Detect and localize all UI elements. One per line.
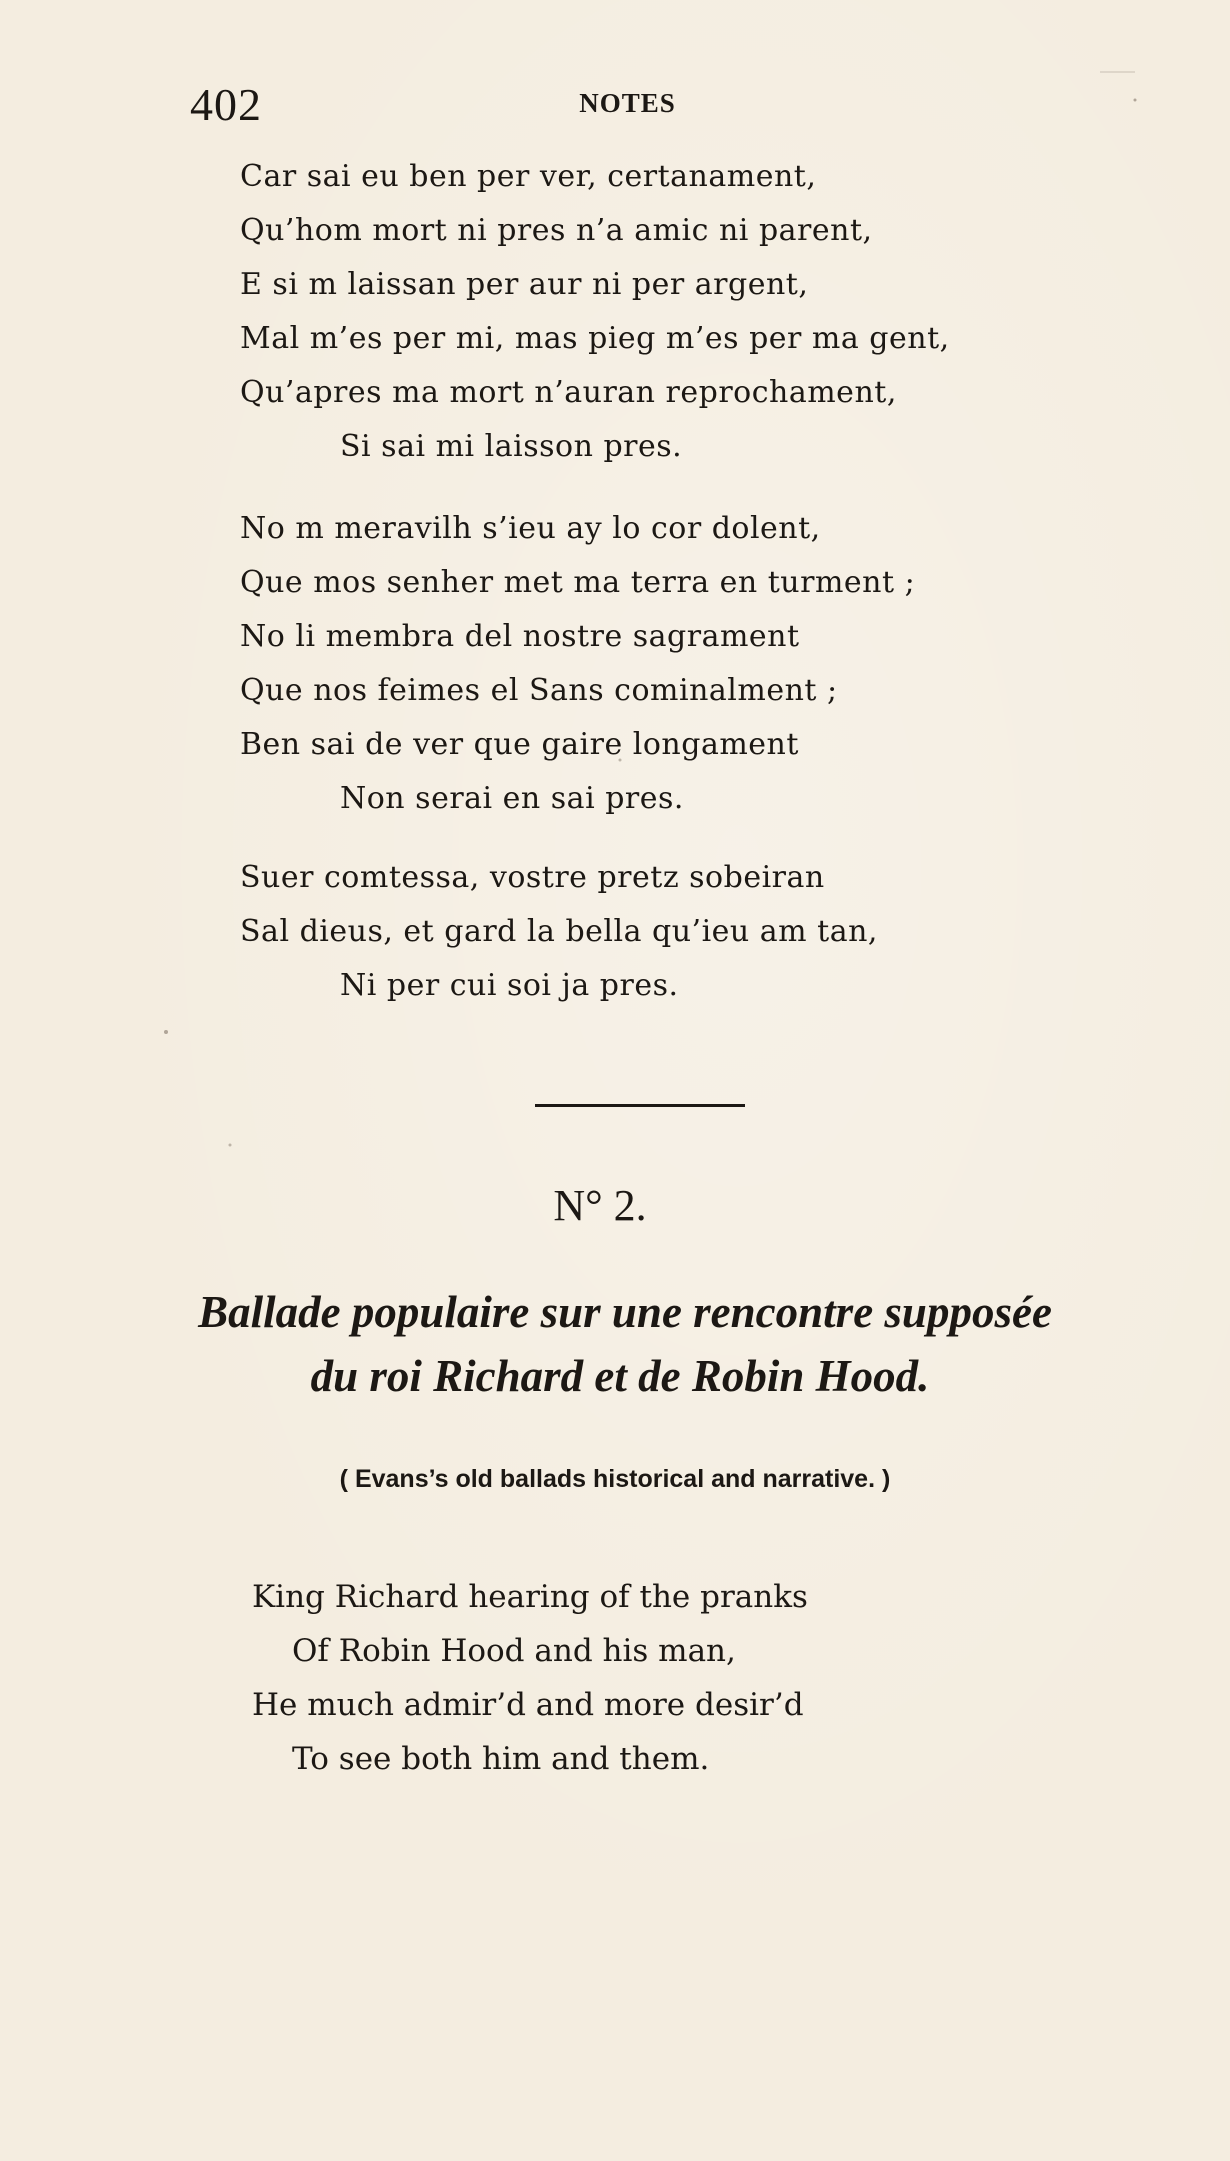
page-number: 402 <box>190 79 262 130</box>
verse-line-refrain: Non serai en sai pres. <box>340 781 684 816</box>
section-title <box>0 1280 1230 1408</box>
verse-line: Car sai eu ben per ver, certanament, <box>240 159 817 194</box>
verse-line-refrain: Ni per cui soi ja pres. <box>340 968 679 1003</box>
source-citation: ( Evans’s old ballads historical and narrative. ) <box>339 1465 891 1493</box>
verse-line: No m meravilh s’ieu ay lo cor dolent, <box>240 511 821 546</box>
verse-line: No li membra del nostre sagrament <box>240 619 800 654</box>
section-title-line-2: du roi Richard et de Robin Hood. <box>310 1351 930 1401</box>
verse-line: Qu’apres ma mort n’auran reprochament, <box>240 375 897 410</box>
ballad-stanza <box>252 1570 808 1786</box>
verse-line: Que nos feimes el Sans cominalment ; <box>240 673 838 708</box>
stanza-3 <box>240 851 878 1013</box>
stanza-2 <box>240 502 915 826</box>
page-header <box>0 78 1230 138</box>
section-title-line-1: Ballade populaire sur une rencontre supposée <box>198 1287 1052 1337</box>
ballad-line: To see both him and them. <box>292 1741 710 1777</box>
verse-line: Que mos senher met ma terra en turment ; <box>240 565 916 600</box>
verse-line-refrain: Si sai mi laisson pres. <box>340 429 683 464</box>
running-head: NOTES <box>579 88 676 118</box>
verse-line: Sal dieus, et gard la bella qu’ieu am tan, <box>240 914 878 949</box>
stanza-1 <box>240 150 950 474</box>
verse-line: E si m laissan per aur ni per argent, <box>240 267 809 302</box>
ballad-line: King Richard hearing of the pranks <box>252 1579 808 1615</box>
ballad-line: Of Robin Hood and his man, <box>292 1633 736 1669</box>
section-divider <box>535 1104 745 1107</box>
verse-line: Suer comtessa, vostre pretz sobeiran <box>240 860 825 895</box>
verse-line: Qu’hom mort ni pres n’a amic ni parent, <box>240 213 873 248</box>
section-number: N° 2. <box>553 1181 647 1230</box>
verse-line: Mal m’es per mi, mas pieg m’es per ma gent, <box>240 321 950 356</box>
ballad-line: He much admir’d and more desir’d <box>252 1687 804 1723</box>
verse-line: Ben sai de ver que gaire longament <box>240 727 799 762</box>
